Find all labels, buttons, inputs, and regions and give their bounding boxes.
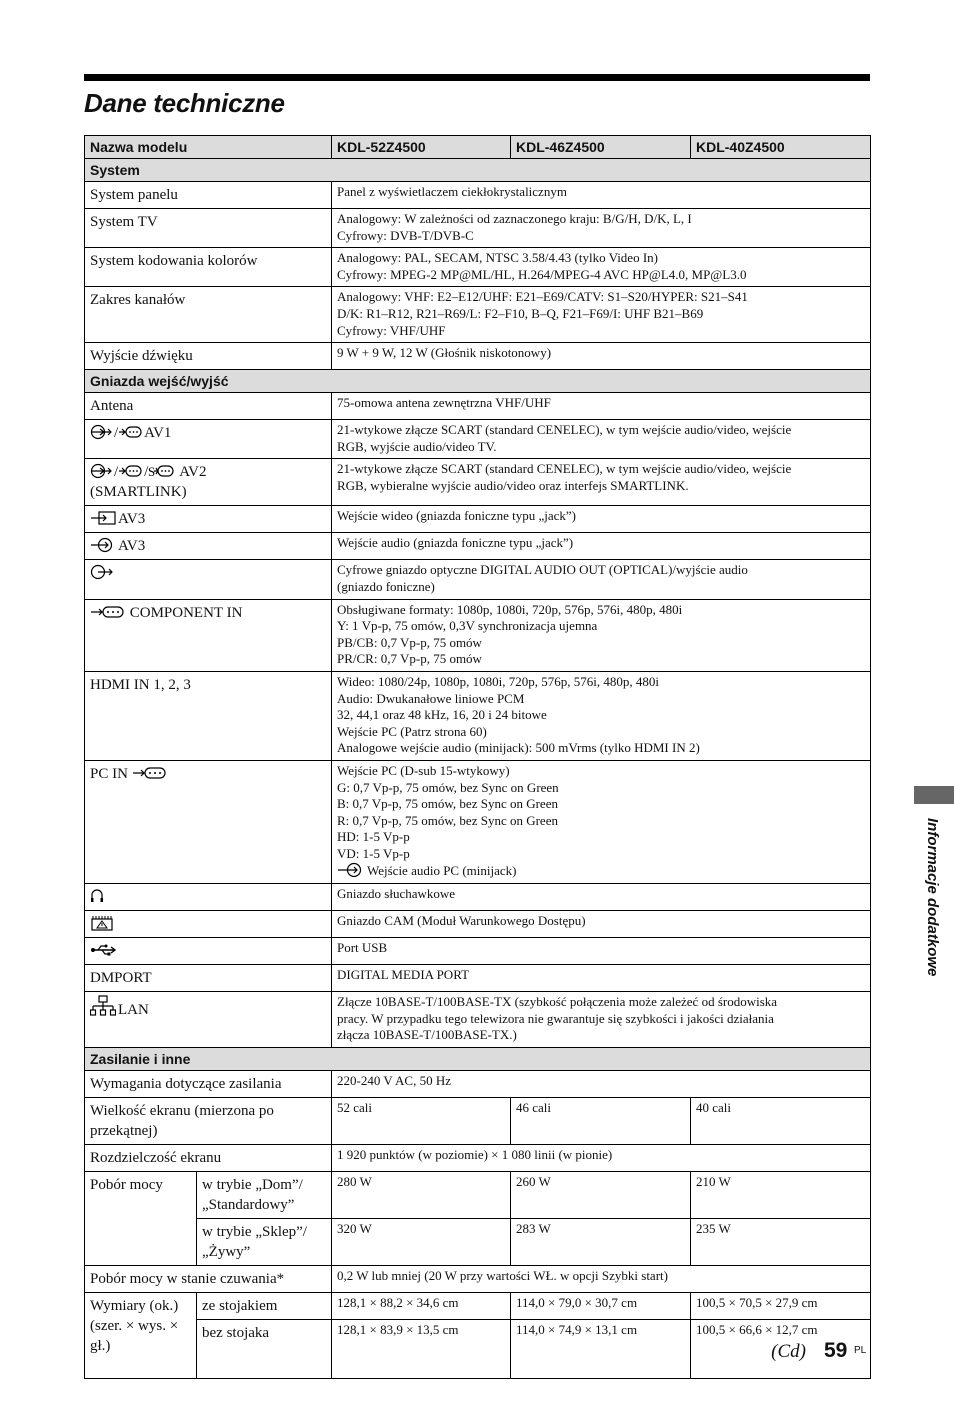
table-row: COMPONENT IN Obsługiwane formaty: 1080p, 1080i, 720p, 576p, 576i, 480p, 480i Y: 1 Vp-p, 75 omów, 0,3V synchronizacja ujemna PB/CB: 0,7 Vp-p, 75 omów PR/CR: 0,7 Vp-p, 75 omów xyxy=(85,599,871,671)
page-number: 59 xyxy=(824,1339,848,1362)
table-row: / / S AV2 (SMARTLINK) 21-wtykowe złącze SCART (standard CENELEC), w tym wejście audio/video, wejście RGB, wybieralne wyjście audio/video oraz interfejs SMARTLINK. xyxy=(85,459,871,506)
table-row: Wielkość ekranu (mierzona po przekątnej) 52 cali 46 cali 40 cali xyxy=(85,1098,871,1145)
audio-input-icon xyxy=(90,537,116,553)
table-row: PC IN Wejście PC (D-sub 15-wtykowy) G: 0,7 Vp-p, 75 omów, bez Sync on Green B: 0,7 Vp-p, 75 omów, bez Sync on Green R: 0,7 Vp-p, 75 omów, bez Sync on Green HD: 1-5 Vp-p VD: 1-5 Vp-p Wejście audio PC (minijack) xyxy=(85,760,871,883)
component-input-icon xyxy=(90,604,124,620)
table-row: System panelu Panel z wyświetlaczem ciekłokrystalicznym xyxy=(85,182,871,209)
title-rule xyxy=(84,74,870,81)
table-row: Pobór mocy w trybie „Dom”/ „Standardowy” 280 W 260 W 210 W xyxy=(85,1172,871,1219)
lan-network-icon xyxy=(90,995,116,1017)
language-code: PL xyxy=(854,1345,867,1356)
usb-icon xyxy=(90,942,118,958)
scart-io-icon xyxy=(118,463,142,479)
cam-slot-icon xyxy=(90,915,114,931)
table-row: Cyfrowe gniazdo optyczne DIGITAL AUDIO OUT (OPTICAL)/wyjście audio (gniazdo foniczne) xyxy=(85,560,871,599)
side-section-label: Informacje dodatkowe xyxy=(924,818,941,977)
model-name: KDL-46Z4500 xyxy=(511,136,691,159)
continued-mark: (Cd) xyxy=(771,1341,806,1362)
scart-io-icon xyxy=(118,424,142,440)
spec-table xyxy=(84,135,871,1379)
scart-in-out-icon xyxy=(90,424,112,440)
model-name: KDL-40Z4500 xyxy=(691,136,871,159)
table-header-row xyxy=(85,136,871,159)
table-row: Wymiary (ok.) (szer. × wys. × gł.) ze stojakiem 128,1 × 88,2 × 34,6 cm 114,0 × 79,0 × 30,7 cm 100,5 × 70,5 × 27,9 cm xyxy=(85,1293,871,1320)
section-header: Gniazda wejść/wyjść xyxy=(85,370,871,393)
table-row: Zakres kanałów Analogowy: VHF: E2–E12/UHF: E21–E69/CATV: S1–S20/HYPER: S21–S41 D/K: R1–R12, R21–R69/L: F2–F10, B–Q, F21–F69/I: UHF B21–B69 Cyfrowy: VHF/UHF xyxy=(85,287,871,343)
table-row: w trybie „Sklep”/ „Żywy” 320 W 283 W 235 W xyxy=(85,1219,871,1266)
optical-output-icon xyxy=(90,564,114,580)
page-footer xyxy=(0,1337,954,1367)
table-row: System kodowania kolorów Analogowy: PAL, SECAM, NTSC 3.58/4.43 (tylko Video In) Cyfrowy: MPEG-2 MP@ML/HL, H.264/MPEG-4 AVC HP@L4.0, MP@L3.0 xyxy=(85,248,871,287)
headphone-icon xyxy=(90,888,104,904)
table-row: HDMI IN 1, 2, 3 Wideo: 1080/24p, 1080p, 1080i, 720p, 576p, 576i, 480p, 480i Audio: Dwukanałowe liniowe PCM 32, 44,1 oraz 48 kHz, 16, 20 i 24 bitowe Wejście PC (Patrz strona 60) Analogowe wejście audio (minijack): 500 mVrms (tylko HDMI IN 2) xyxy=(85,671,871,760)
audio-input-icon xyxy=(337,862,365,878)
table-row: AV3 Wejście wideo (gniazda foniczne typu „jack”) xyxy=(85,506,871,533)
pc-input-icon xyxy=(132,765,166,781)
table-row: Gniazdo słuchawkowe xyxy=(85,884,871,911)
page-title: Dane techniczne xyxy=(84,88,285,118)
model-name: KDL-52Z4500 xyxy=(332,136,511,159)
table-row: Rozdzielczość ekranu 1 920 punktów (w poziomie) × 1 080 linii (w pionie) xyxy=(85,1145,871,1172)
table-row: Wymagania dotyczące zasilania 220-240 V AC, 50 Hz xyxy=(85,1071,871,1098)
s-video-scart-icon xyxy=(148,463,174,479)
table-row: Wyjście dźwięku 9 W + 9 W, 12 W (Głośnik niskotonowy) xyxy=(85,343,871,370)
table-row: / AV1 21-wtykowe złącze SCART (standard CENELEC), w tym wejście audio/video, wejście RGB, wyjście audio/video TV. xyxy=(85,420,871,459)
table-row: Pobór mocy w stanie czuwania* 0,2 W lub mniej (20 W przy wartości WŁ. w opcji Szybki start) xyxy=(85,1266,871,1293)
model-label: Nazwa modelu xyxy=(85,136,332,159)
video-input-icon xyxy=(90,510,116,526)
side-tab-marker xyxy=(914,786,954,804)
table-row: LAN Złącze 10BASE-T/100BASE-TX (szybkość połączenia może zależeć od środowiska pracy. W przypadku tego telewizora nie gwarantuje się szybkości i jakości działania złącza 10BASE-T/100BASE-TX.) xyxy=(85,992,871,1048)
svg-text:S: S xyxy=(148,464,156,480)
scart-in-out-icon xyxy=(90,463,112,479)
table-row: DMPORT DIGITAL MEDIA PORT xyxy=(85,965,871,992)
table-row: AV3 Wejście audio (gniazda foniczne typu „jack”) xyxy=(85,533,871,560)
section-header: System xyxy=(85,159,871,182)
section-header: Zasilanie i inne xyxy=(85,1048,871,1071)
table-row: Port USB xyxy=(85,938,871,965)
table-row: Gniazdo CAM (Moduł Warunkowego Dostępu) xyxy=(85,911,871,938)
table-row: Antena 75-omowa antena zewnętrzna VHF/UHF xyxy=(85,393,871,420)
table-row: bez stojaka 128,1 × 83,9 × 13,5 cm 114,0 × 74,9 × 13,1 cm 100,5 × 66,6 × 12,7 cm xyxy=(85,1320,871,1379)
table-row: System TV Analogowy: W zależności od zaznaczonego kraju: B/G/H, D/K, L, I Cyfrowy: DVB-T/DVB-C xyxy=(85,209,871,248)
